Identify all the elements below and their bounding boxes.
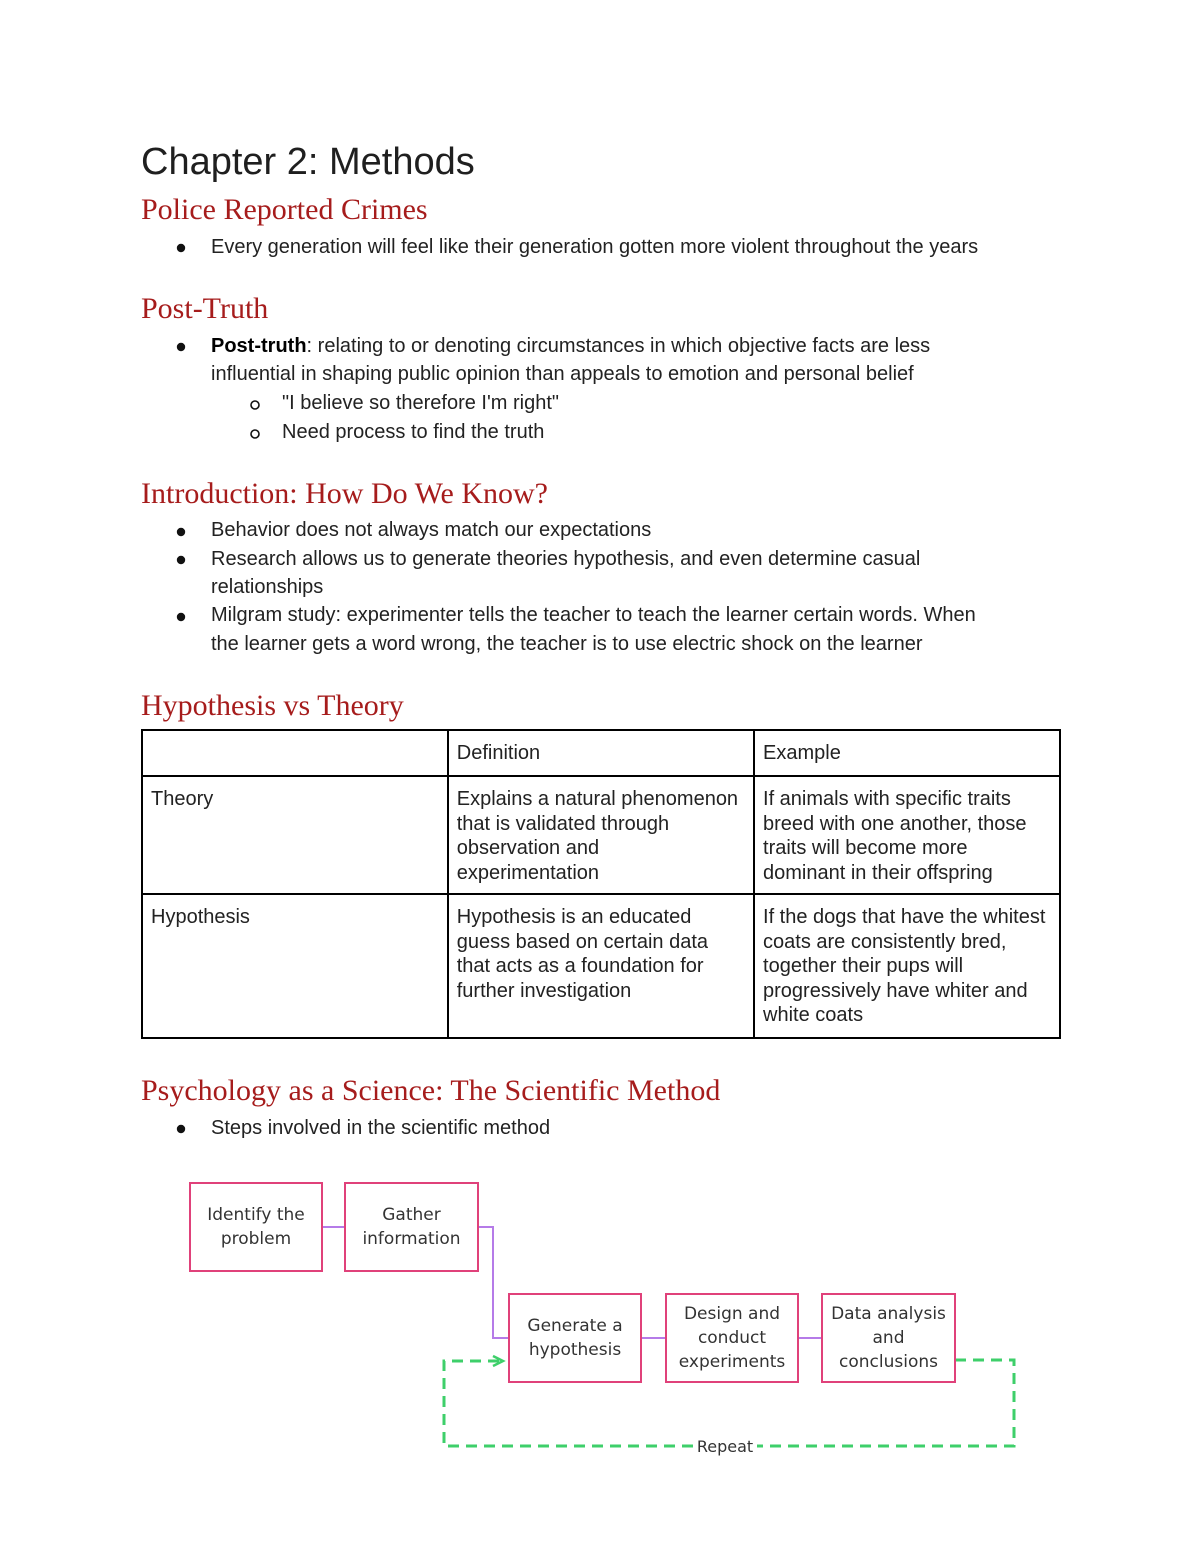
step-text: conclusions — [839, 1352, 938, 1372]
table-cell: Explains a natural phenomenon that is validated through observation and experimentation — [448, 776, 754, 894]
table-cell: If animals with specific traits breed with one another, those traits will become more dominant in their offspring — [754, 776, 1060, 894]
step-text: Design and — [683, 1304, 781, 1324]
repeat-label: Repeat — [696, 1437, 754, 1456]
section-heading-science: Psychology as a Science: The Scientific Method — [141, 1074, 721, 1107]
step-text: problem — [220, 1229, 292, 1249]
table-header-cell: Example — [754, 730, 1060, 776]
step-text: Data analysis — [831, 1304, 946, 1324]
list-item-continuation: relationships — [211, 576, 324, 598]
step-text: information — [362, 1229, 461, 1249]
page-title: Chapter 2: Methods — [141, 141, 475, 183]
list-item: Every generation will feel like their generation gotten more violent throughout the years — [211, 236, 979, 258]
step-gather-information — [345, 1183, 478, 1271]
step-text: and — [872, 1328, 905, 1348]
sub-list-item: "I believe so therefore I'm right" — [282, 392, 560, 414]
section-heading-police: Police Reported Crimes — [141, 193, 428, 226]
step-design-experiments — [666, 1294, 798, 1382]
table-header-cell: Definition — [448, 730, 754, 776]
list-item: Steps involved in the scientific method — [211, 1117, 551, 1139]
step-text: Identify the — [207, 1205, 305, 1225]
step-text: Generate a — [527, 1316, 623, 1336]
table-cell: Theory — [142, 776, 448, 894]
table-cell: Hypothesis — [142, 894, 448, 1038]
step-text: conduct — [697, 1328, 767, 1348]
list-item: Research allows us to generate theories hypothesis, and even determine casual — [211, 548, 921, 570]
section-heading-hyp-theory: Hypothesis vs Theory — [141, 689, 404, 722]
step-text: Gather — [382, 1205, 441, 1225]
definition-text: : relating to or denoting circumstances in which objective facts are less — [306, 335, 931, 357]
term: Post-truth — [211, 335, 307, 357]
connector-line — [478, 1227, 509, 1338]
sub-list-item: Need process to find the truth — [282, 421, 545, 443]
step-data-analysis — [822, 1294, 955, 1382]
list-item: Behavior does not always match our expectations — [211, 519, 652, 541]
list-item-continuation: influential in shaping public opinion than appeals to emotion and personal belief — [211, 363, 914, 385]
list-item: Milgram study: experimenter tells the teacher to teach the learner certain words. When — [211, 604, 976, 626]
list-item-continuation: the learner gets a word wrong, the teacher is to use electric shock on the learner — [211, 633, 923, 655]
section-heading-post-truth: Post-Truth — [141, 292, 269, 325]
section-heading-intro: Introduction: How Do We Know? — [141, 477, 548, 510]
table-cell: If the dogs that have the whitest coats are consistently bred, together their pups will progressively have whiter and white coats — [754, 894, 1060, 1038]
step-identify-problem — [190, 1183, 322, 1271]
step-text: hypothesis — [528, 1340, 622, 1360]
step-generate-hypothesis — [509, 1294, 641, 1382]
step-text: experiments — [678, 1352, 786, 1372]
table-cell: Hypothesis is an educated guess based on certain data that acts as a foundation for further investigation — [448, 894, 754, 1038]
